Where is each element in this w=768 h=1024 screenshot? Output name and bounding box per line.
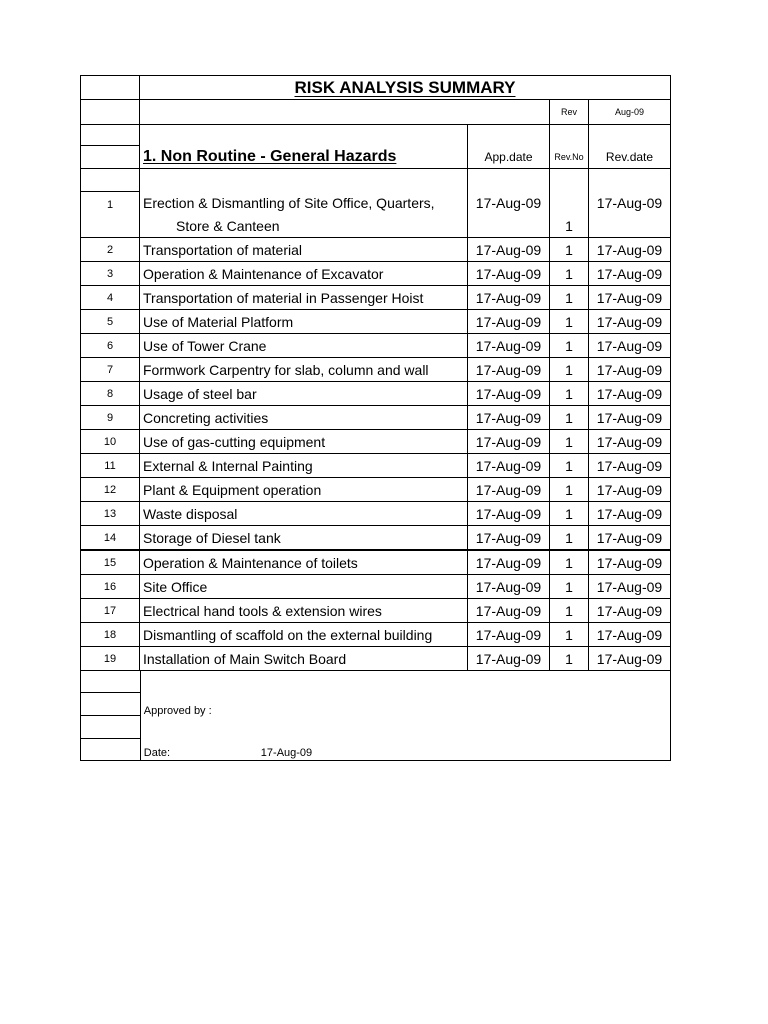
row-description: Use of gas-cutting equipment	[140, 430, 468, 453]
row-app-date: 17-Aug-09	[468, 623, 550, 646]
row-app-date: 17-Aug-09	[468, 238, 550, 261]
row-number: 12	[81, 478, 140, 501]
row-description: Operation & Maintenance of toilets	[140, 551, 468, 574]
table-row	[81, 192, 671, 238]
row-rev-no: 1	[550, 551, 589, 574]
row-description: Use of Material Platform	[140, 310, 468, 333]
row-rev-date: 17-Aug-09	[589, 647, 671, 670]
row-rev-date: 17-Aug-09	[589, 262, 671, 285]
row-rev-no: 1	[550, 406, 589, 429]
row-rev-no: 1	[550, 478, 589, 501]
blank-cell	[468, 125, 550, 146]
table-row	[81, 262, 671, 286]
col-rev-no: Rev.No	[550, 146, 589, 168]
rev-header-row	[81, 100, 671, 125]
sheet-title: RISK ANALYSIS SUMMARY	[294, 77, 516, 97]
table-row	[81, 623, 671, 647]
row-number: 2	[81, 238, 140, 261]
blank-cell	[81, 169, 140, 192]
row-app-date: 17-Aug-09	[468, 310, 550, 333]
approved-by-label: Approved by :	[143, 705, 212, 717]
table-row	[81, 478, 671, 502]
row-app-date: 17-Aug-09	[468, 599, 550, 622]
row-rev-no: 1	[550, 623, 589, 646]
row-rev-date: 17-Aug-09	[589, 406, 671, 429]
row-number: 4	[81, 286, 140, 309]
row-app-date: 17-Aug-09	[468, 575, 550, 598]
row-description-line2: Store & Canteen	[176, 217, 280, 234]
table-row	[81, 526, 671, 551]
spacer-row	[81, 169, 671, 192]
row-app-date: 17-Aug-09	[468, 551, 550, 574]
row-rev-no: 1	[550, 192, 589, 237]
approval-block	[141, 671, 671, 761]
row-rev-date: 17-Aug-09	[589, 286, 671, 309]
row-description: Use of Tower Crane	[140, 334, 468, 357]
row-number: 19	[81, 647, 140, 670]
table-row	[81, 454, 671, 478]
blank-cell	[81, 671, 140, 693]
row-number: 14	[81, 526, 140, 549]
row-description: Installation of Main Switch Board	[140, 647, 468, 670]
col-rev-date: Rev.date	[589, 146, 671, 168]
row-rev-no: 1	[550, 238, 589, 261]
row-app-date: 17-Aug-09	[468, 454, 550, 477]
rev-label: Rev	[550, 100, 589, 124]
spacer-row	[81, 125, 671, 146]
row-rev-no: 1	[550, 358, 589, 381]
row-description: Transportation of material	[140, 238, 468, 261]
row-description: Electrical hand tools & extension wires	[140, 599, 468, 622]
row-rev-no: 1	[550, 286, 589, 309]
row-app-date: 17-Aug-09	[468, 358, 550, 381]
row-description: External & Internal Painting	[140, 454, 468, 477]
section-header-row	[81, 146, 671, 169]
row-rev-no: 1	[550, 599, 589, 622]
row-rev-date: 17-Aug-09	[589, 192, 671, 237]
row-number: 7	[81, 358, 140, 381]
table-row	[81, 286, 671, 310]
row-rev-no: 1	[550, 310, 589, 333]
row-description: Dismantling of scaffold on the external building	[140, 623, 468, 646]
row-number: 3	[81, 262, 140, 285]
row-app-date: 17-Aug-09	[468, 382, 550, 405]
blank-cell	[81, 76, 140, 99]
row-number: 11	[81, 454, 140, 477]
row-description: Usage of steel bar	[140, 382, 468, 405]
title-row	[81, 76, 671, 100]
row-rev-date: 17-Aug-09	[589, 454, 671, 477]
table-row	[81, 551, 671, 575]
row-app-date: 17-Aug-09	[468, 478, 550, 501]
row-app-date: 17-Aug-09	[468, 526, 550, 549]
blank-cell	[550, 169, 589, 192]
row-app-date: 17-Aug-09	[468, 502, 550, 525]
row-rev-date: 17-Aug-09	[589, 358, 671, 381]
row-number: 18	[81, 623, 140, 646]
row-description: Operation & Maintenance of Excavator	[140, 262, 468, 285]
row-number: 1	[81, 192, 140, 237]
section-title-cell	[140, 146, 468, 168]
date-value: 17-Aug-09	[260, 747, 313, 759]
row-rev-date: 17-Aug-09	[589, 575, 671, 598]
row-rev-date: 17-Aug-09	[589, 430, 671, 453]
row-rev-no: 1	[550, 382, 589, 405]
blank-cell	[140, 125, 468, 146]
blank-cell	[140, 100, 550, 124]
row-rev-date: 17-Aug-09	[589, 478, 671, 501]
blank-cell	[589, 169, 671, 192]
row-app-date: 17-Aug-09	[468, 262, 550, 285]
footer-left	[81, 671, 141, 761]
table-row	[81, 334, 671, 358]
table-row	[81, 406, 671, 430]
row-description: Waste disposal	[140, 502, 468, 525]
row-app-date: 17-Aug-09	[468, 430, 550, 453]
sheet-title-cell	[140, 76, 671, 99]
row-rev-date: 17-Aug-09	[589, 310, 671, 333]
blank-cell	[81, 716, 140, 739]
row-rev-date: 17-Aug-09	[589, 526, 671, 549]
blank-cell	[81, 739, 140, 761]
row-description: Plant & Equipment operation	[140, 478, 468, 501]
row-description: Formwork Carpentry for slab, column and wall	[140, 358, 468, 381]
row-number: 15	[81, 551, 140, 574]
blank-cell	[468, 169, 550, 192]
col-app-date: App.date	[468, 146, 550, 168]
table-row	[81, 647, 671, 671]
row-rev-no: 1	[550, 502, 589, 525]
blank-cell	[81, 146, 140, 168]
row-app-date: 17-Aug-09	[468, 406, 550, 429]
table-row	[81, 238, 671, 262]
row-number: 6	[81, 334, 140, 357]
blank-cell	[81, 100, 140, 124]
row-rev-date: 17-Aug-09	[589, 238, 671, 261]
section-title: 1. Non Routine - General Hazards	[143, 148, 397, 165]
row-number: 16	[81, 575, 140, 598]
blank-cell	[589, 125, 671, 146]
row-rev-no: 1	[550, 647, 589, 670]
row-rev-date: 17-Aug-09	[589, 502, 671, 525]
row-app-date: 17-Aug-09	[468, 286, 550, 309]
row-rev-date: 17-Aug-09	[589, 551, 671, 574]
row-rev-no: 1	[550, 575, 589, 598]
date-label: Date:	[143, 747, 171, 759]
table-row	[81, 310, 671, 334]
row-rev-no: 1	[550, 454, 589, 477]
row-rev-date: 17-Aug-09	[589, 623, 671, 646]
row-app-date: 17-Aug-09	[468, 647, 550, 670]
table-row	[81, 575, 671, 599]
rev-month: Aug-09	[589, 100, 671, 124]
table-row	[81, 599, 671, 623]
row-rev-no: 1	[550, 526, 589, 549]
blank-cell	[81, 693, 140, 716]
row-description-line1: Erection & Dismantling of Site Office, Quarters,	[143, 195, 435, 212]
hazard-rows	[81, 238, 671, 671]
row-rev-date: 17-Aug-09	[589, 334, 671, 357]
row-description: Concreting activities	[140, 406, 468, 429]
row-number: 13	[81, 502, 140, 525]
row-number: 5	[81, 310, 140, 333]
table-row	[81, 430, 671, 454]
row-number: 10	[81, 430, 140, 453]
row-app-date: 17-Aug-09	[468, 334, 550, 357]
risk-summary-sheet	[80, 75, 671, 761]
row-rev-date: 17-Aug-09	[589, 382, 671, 405]
row-description	[140, 192, 468, 237]
blank-cell	[81, 125, 140, 146]
row-description: Transportation of material in Passenger Hoist	[140, 286, 468, 309]
row-rev-no: 1	[550, 430, 589, 453]
row-description: Site Office	[140, 575, 468, 598]
row-rev-date: 17-Aug-09	[589, 599, 671, 622]
table-row	[81, 358, 671, 382]
row-description: Storage of Diesel tank	[140, 526, 468, 549]
blank-cell	[140, 169, 468, 192]
table-row	[81, 502, 671, 526]
row-number: 9	[81, 406, 140, 429]
row-number: 8	[81, 382, 140, 405]
table-row	[81, 382, 671, 406]
row-rev-no: 1	[550, 262, 589, 285]
footer	[81, 671, 671, 761]
row-app-date: 17-Aug-09	[468, 192, 550, 237]
row-number: 17	[81, 599, 140, 622]
blank-cell	[550, 125, 589, 146]
row-rev-no: 1	[550, 334, 589, 357]
